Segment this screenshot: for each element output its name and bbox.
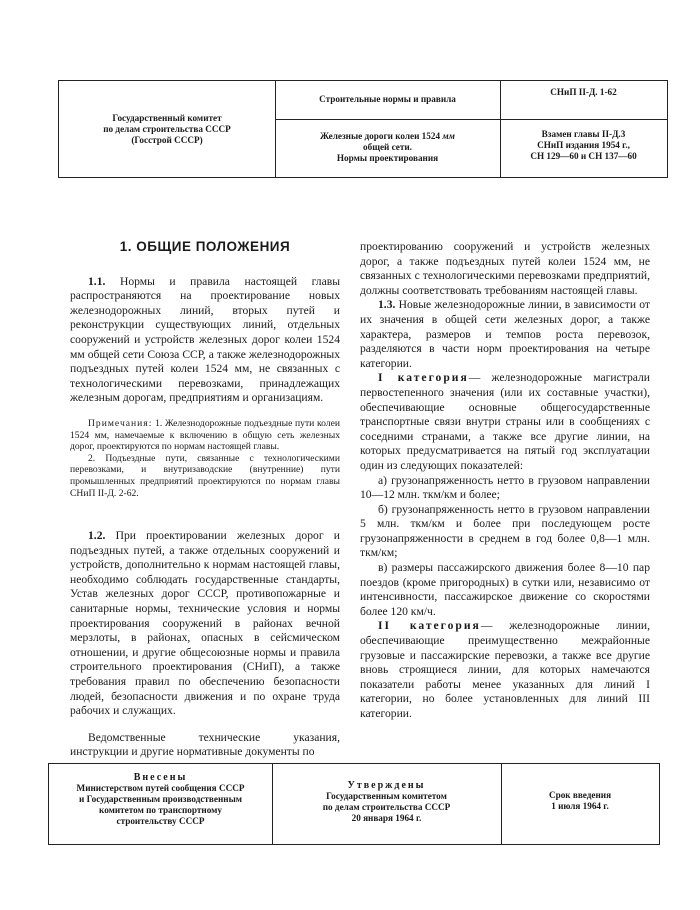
paragraph-1-2: 1.2. При проектировании железных дорог и подъездных путей, а также отдельных сооружений и устройств, дополнительно к нормам настоящей главы, необходимо соблюдать государственные стандарты, Устав железных дорог СССР, противопожарные и санитарные нормы, технические условия и нормы проектирования сооружений в районах вечной мерзлоты, в районах, опасных в сейсмическом отношении, и другие общесоюзные нормы и правила строительного проектирования (СНиП), а также требования правил по обеспечению безопасности людей, безопасности движения и по охране труда рабочих и служащих. xyxy=(70,529,340,718)
replaces-note: Взамен главы II-Д.3 СНиП издания 1954 г., СН 129—60 и СН 137—60 xyxy=(530,129,637,161)
document-code: СНиП II-Д. 1-62 xyxy=(550,87,617,97)
left-column xyxy=(70,240,340,760)
note-2: 2. Подъездные пути, связанные с технологическими перевозками, и внутризаводские (внутренние) пути промышленных предприятий проектируются по нормам главы СНиП II-Д. 2-62. xyxy=(70,452,340,499)
header-divider xyxy=(275,119,667,120)
header-table xyxy=(58,80,668,178)
item-c: в) размеры пассажирского движения более 8—10 пар поездов (кроме пригородных) в сутки или, независимо от интенсивности, пассажирское движение со скоростями более 120 км/ч. xyxy=(360,561,650,618)
approved-by: Утверждены Государственным комитетом по делам строительства СССР 20 января 1964 г. xyxy=(322,780,451,823)
category-1: I категория— железнодорожные магистрали первостепенного значения (или их составные участки), обеспечивающие основные общегосударственные транспортные связи внутри страны или в сообщениях с соседними странами, а также все другие линии, на которых предусматривается на пятый год эксплуатации один из следующих показателей: xyxy=(360,371,650,472)
document-subject: Железные дороги колеи 1524 мм общей сети. Нормы проектирования xyxy=(320,131,455,163)
right-column xyxy=(360,240,650,722)
paragraph-1-1: 1.1. Нормы и правила настоящей главы распространяются на проектирование новых железнодорожных линий, вторых путей и реконструкции существующих линий, отдельных сооружений и устройств железных дорог колеи 1524 мм общей сети Союза ССР, а также железнодорожных подъездных путей колеи 1524 мм, не связанных с технологическими перевозками, принадлежащих железным дорогам, предприятиям и организациям. xyxy=(70,274,340,405)
paragraph-continuation: проектированию сооружений и устройств железных дорог, а также подъездных путей колеи 1524 мм, не связанных с технологическими перевозками предприятий, должны соответствовать требованиям настоящей главы. xyxy=(360,240,650,297)
note-1: Примечания: 1. Железнодорожные подъездные пути колеи 1524 мм, намечаемые к включению в общую сеть железных дорог, проектируются по нормам настоящей главы. xyxy=(70,417,340,453)
paragraph-departmental: Ведомственные технические указания, инструкции и другие нормативные документы по xyxy=(70,730,340,759)
norms-title: Строительные нормы и правила xyxy=(319,94,456,104)
item-b: б) грузонапряженность нетто в грузовом направлении 5 млн. ткм/км и более при последующем росте грузонапряженности в среднем в год более 0,8—1 млн. ткм/км; xyxy=(360,502,650,560)
committee-name: Государственный комитет по делам строительства СССР (Госстрой СССР) xyxy=(103,113,231,145)
footer-table xyxy=(48,763,660,845)
effective-date: Срок введения 1 июля 1964 г. xyxy=(548,790,612,811)
section-title: 1. ОБЩИЕ ПОЛОЖЕНИЯ xyxy=(119,239,291,254)
introduced-by: Внесены Министерством путей сообщения СССР и Государственным производственным комитетом по транспортному строительству СССР xyxy=(76,772,245,826)
item-a: а) грузонапряженность нетто в грузовом направлении 10—12 млн. ткм/км и более; xyxy=(360,473,650,502)
paragraph-1-3: 1.3. Новые железнодорожные линии, в зависимости от их значения в общей сети железных дорог, а также характера, размеров и темпов роста перевозок, разделяются в части норм проектирования на четыре категории. xyxy=(360,298,650,370)
category-2: II категория— железнодорожные линии, обеспечивающие преимущественно межрайонные грузовые и пассажирские перевозки, а также все другие вновь строящиеся линии, для которых намечаются показатели работы менее указанных для линий I категории, но более установленных для линий III категории. xyxy=(360,619,651,720)
notes-block xyxy=(70,418,340,499)
